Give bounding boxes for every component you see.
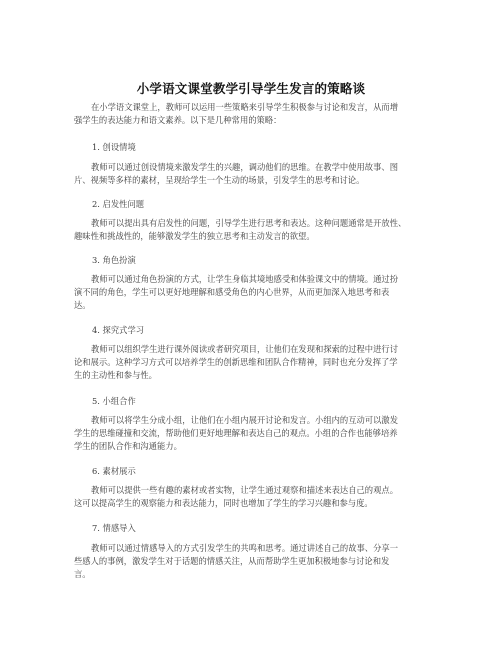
paragraph-line: 论和展示。这种学习方式可以培养学生的创新思维和团队合作精神，同时也充分发挥了学: [74, 357, 398, 367]
section-paragraph: [74, 161, 434, 187]
section-paragraph: [74, 484, 434, 510]
paragraph-line: 学生的团队合作和沟通能力。: [74, 441, 182, 451]
section-heading: 6. 素材展示: [92, 466, 136, 476]
paragraph-line: 教师可以通过情感导入的方式引发学生的共鸣和思考。通过讲述自己的故事、分享一: [91, 543, 398, 553]
section-paragraph: [74, 273, 434, 312]
paragraph-line: 这可以提高学生的观察能力和表达能力，同时也增加了学生的学习兴趣和参与度。: [74, 498, 373, 508]
paragraph-line: 演不同的角色，学生可以更好地理解和感受角色的内心世界，从而更加深入地思考和表: [74, 287, 390, 297]
paragraph-line: 教师可以组织学生进行课外阅读或者研究项目，让他们在发现和探索的过程中进行讨: [91, 344, 398, 354]
paragraph-line: 言。: [74, 569, 91, 579]
paragraph-line: 教师可以通过角色扮演的方式，让学生身临其境地感受和体验课文中的情境。通过扮: [91, 274, 398, 284]
section-heading: 5. 小组合作: [92, 396, 136, 406]
document-title: 小学语文课堂教学引导学生发言的策略谈: [136, 81, 366, 96]
section-paragraph: [74, 542, 434, 581]
paragraph-line: 趣味性和挑战性的，能够激发学生的独立思考和主动发言的欲望。: [74, 231, 315, 241]
section-paragraph: [74, 217, 434, 243]
paragraph-line: 教师可以提供一些有趣的素材或者实物，让学生通过观察和描述来表达自己的观点。: [91, 485, 398, 495]
intro-line: 在小学语文课堂上，教师可以运用一些策略来引导学生积极参与讨论和发言，从而增: [91, 102, 398, 112]
paragraph-line: 达。: [74, 300, 91, 310]
paragraph-line: 教师可以将学生分成小组，让他们在小组内展开讨论和发言。小组内的互动可以激发: [91, 415, 398, 425]
paragraph-line: 教师可以提出具有启发性的问题，引导学生进行思考和表达。这种问题通常是开放性、: [91, 218, 407, 228]
section-heading: 1. 创设情境: [92, 142, 136, 152]
section-paragraph: [74, 343, 434, 382]
section-paragraph: [74, 414, 434, 453]
paragraph-line: 教师可以通过创设情境来激发学生的兴趣，调动他们的思维。在教学中使用故事、图: [91, 162, 398, 172]
paragraph-line: 片、视频等多样的素材，呈现给学生一个生动的场景，引发学生的思考和讨论。: [74, 175, 365, 185]
section-heading: 2. 启发性问题: [92, 199, 145, 209]
intro-line: 强学生的表达能力和语文素养。以下是几种常用的策略：: [74, 115, 282, 125]
paragraph-line: 些感人的事例，激发学生对于话题的情感关注，从而帮助学生更加积极地参与讨论和发: [74, 556, 390, 566]
intro-paragraph: [74, 101, 434, 127]
section-heading: 4. 探究式学习: [92, 325, 145, 335]
section-heading: 3. 角色扮演: [92, 255, 136, 265]
paragraph-line: 生的主动性和参与性。: [74, 370, 157, 380]
section-heading: 7. 情感导入: [92, 523, 136, 533]
paragraph-line: 学生的思维碰撞和交流，帮助他们更好地理解和表达自己的观点。小组的合作也能够培养: [74, 428, 398, 438]
